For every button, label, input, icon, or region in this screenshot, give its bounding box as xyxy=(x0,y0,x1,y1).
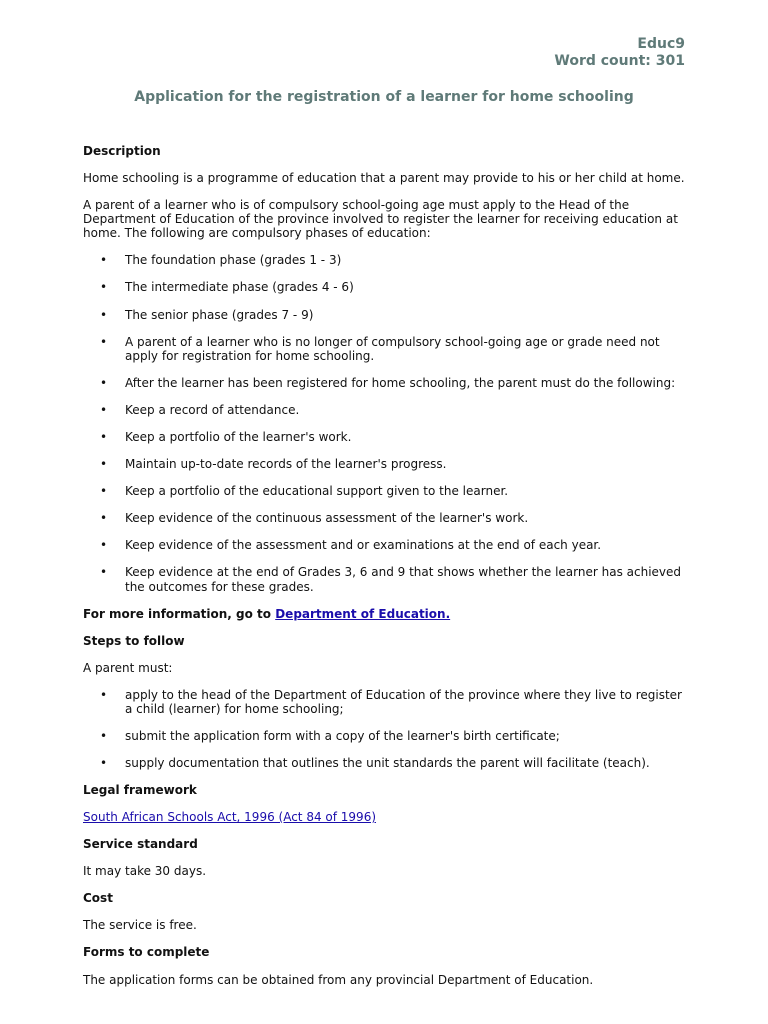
list-item: A parent of a learner who is no longer of compulsory school-going age or grade need not xyxy=(125,335,660,349)
service-standard-text: It may take 30 days. xyxy=(83,864,207,878)
list-item: Keep a portfolio of the educational support given to the learner. xyxy=(125,484,509,498)
bullet-icon: • xyxy=(100,376,108,390)
description-paragraph-2-line-2: Department of Education of the province involved to register the learner for receiving education at xyxy=(83,212,678,226)
list-item: submit the application form with a copy of the learner's birth certificate; xyxy=(125,729,560,743)
list-item-continuation: a child (learner) for home schooling; xyxy=(125,702,344,716)
description-paragraph-1: Home schooling is a programme of education that a parent may provide to his or her child at home. xyxy=(83,171,685,185)
more-info-line xyxy=(83,607,450,621)
list-item: After the learner has been registered for home schooling, the parent must do the following: xyxy=(125,376,676,390)
word-count: Word count: 301 xyxy=(554,53,685,69)
steps-intro: A parent must: xyxy=(83,661,173,675)
description-paragraph-2-line-1: A parent of a learner who is of compulsory school-going age must apply to the Head of the xyxy=(83,198,630,212)
bullet-icon: • xyxy=(100,280,108,294)
bullet-icon: • xyxy=(100,457,108,471)
bullet-icon: • xyxy=(100,403,108,417)
steps-heading: Steps to follow xyxy=(83,634,185,648)
bullet-icon: • xyxy=(100,430,108,444)
list-item: supply documentation that outlines the unit standards the parent will facilitate (teach). xyxy=(125,756,650,770)
legal-framework-heading: Legal framework xyxy=(83,783,197,797)
list-item: Keep evidence at the end of Grades 3, 6 and 9 that shows whether the learner has achieved xyxy=(125,565,682,579)
service-standard-heading: Service standard xyxy=(83,837,198,851)
bullet-icon: • xyxy=(100,253,108,267)
list-item-continuation: apply for registration for home schooling. xyxy=(125,349,375,363)
list-item: The intermediate phase (grades 4 - 6) xyxy=(125,280,354,294)
more-info-prefix: For more information, go to xyxy=(83,607,276,621)
cost-heading: Cost xyxy=(83,891,113,905)
department-of-education-link[interactable]: Department of Education. xyxy=(275,607,451,621)
bullet-icon: • xyxy=(100,538,108,552)
cost-text: The service is free. xyxy=(83,918,197,932)
schools-act-link[interactable]: South African Schools Act, 1996 (Act 84 of 1996) xyxy=(83,810,377,824)
list-item-continuation: the outcomes for these grades. xyxy=(125,580,314,594)
list-item: Keep evidence of the continuous assessment of the learner's work. xyxy=(125,511,529,525)
forms-heading: Forms to complete xyxy=(83,945,210,959)
bullet-icon: • xyxy=(100,308,108,322)
bullet-icon: • xyxy=(100,688,108,702)
bullet-icon: • xyxy=(100,484,108,498)
bullet-icon: • xyxy=(100,729,108,743)
legal-framework-line xyxy=(83,810,376,824)
description-heading: Description xyxy=(83,144,161,158)
list-item: Maintain up-to-date records of the learner's progress. xyxy=(125,457,447,471)
bullet-icon: • xyxy=(100,335,108,349)
list-item: The foundation phase (grades 1 - 3) xyxy=(125,253,342,267)
list-item: The senior phase (grades 7 - 9) xyxy=(125,308,314,322)
page-title: Application for the registration of a learner for home schooling xyxy=(134,89,634,105)
forms-text: The application forms can be obtained from any provincial Department of Education. xyxy=(83,973,594,987)
list-item: apply to the head of the Department of Education of the province where they live to register xyxy=(125,688,682,702)
bullet-icon: • xyxy=(100,565,108,579)
list-item: Keep a portfolio of the learner's work. xyxy=(125,430,352,444)
list-item: Keep evidence of the assessment and or examinations at the end of each year. xyxy=(125,538,602,552)
bullet-icon: • xyxy=(100,511,108,525)
description-paragraph-2-line-3: home. The following are compulsory phases of education: xyxy=(83,226,431,240)
document-id: Educ9 xyxy=(637,36,685,52)
bullet-icon: • xyxy=(100,756,108,770)
list-item: Keep a record of attendance. xyxy=(125,403,300,417)
